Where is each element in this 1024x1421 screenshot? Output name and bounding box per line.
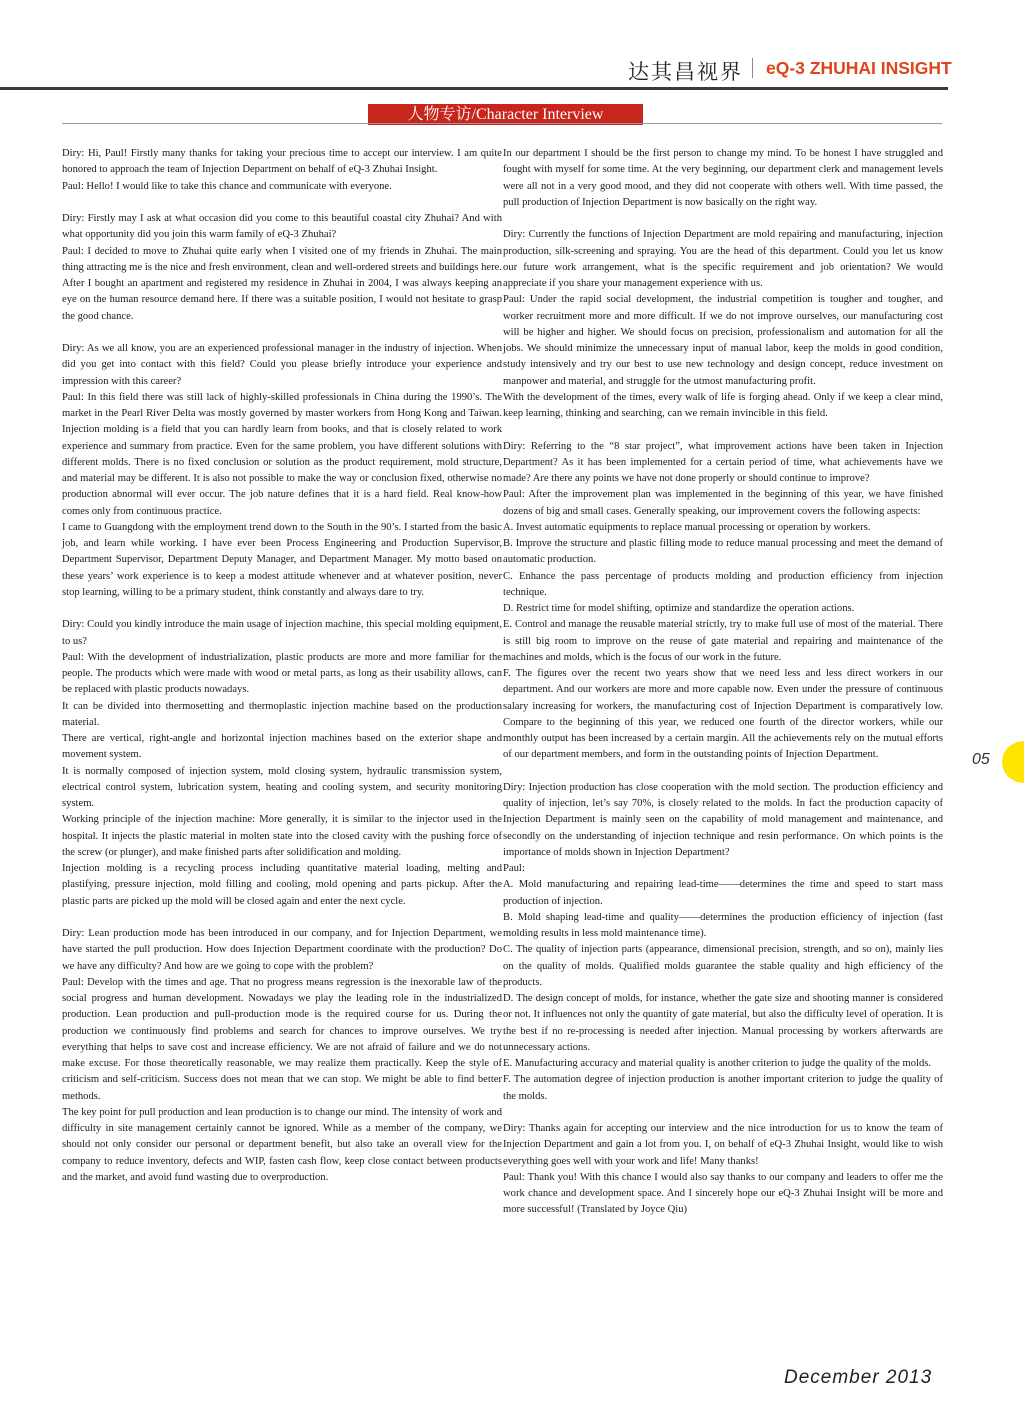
masthead-chinese-title: 达其昌视界	[628, 60, 743, 84]
article-paragraph: E. Control and manage the reusable material strictly, try to make full use of most of the material. There is still big room to improve on the reuse of gate material and repairing and maintenance of the machines and molds, which is the focus of our work in the future.	[503, 619, 943, 663]
article-paragraph: A. Mold manufacturing and repairing lead-time——determines the time and speed to start mass production of injection.	[503, 879, 943, 907]
masthead-divider	[752, 58, 753, 78]
header-rule	[0, 87, 948, 90]
article-paragraph: Paul: Under the rapid social development, the industrial competition is tougher and tougher, and worker recruitment more and more difficult. If we do not improve ourselves, our manufacturing cost will be higher and higher. We should focus on precision, professionalism and automation for all the jobs. We should minimize the unnecessary input of manual labor, keep the molds in good condition, study intensively and try our best to use new technology and design concept, reduce investment on manpower and material, and struggle for the utmost manufacturing profit.	[503, 294, 943, 387]
article-paragraph: Diry: Injection production has close cooperation with the mold section. The production efficiency and quality of injection, let’s say 70%, is closely related to the molds. In fact the production capacity of Injection Department is mainly seen on the capability of mold management and maintenance, and secondly on the understanding of injection technique and resin performance. On which points is the importance of molds shown in Injection Department?	[503, 781, 943, 858]
article-paragraph: A. Invest automatic equipments to replace manual processing or operation by workers.	[503, 521, 871, 533]
article-paragraph: Diry: Could you kindly introduce the main usage of injection machine, this special molding equipment, to us?	[62, 619, 502, 647]
page-number: 05	[972, 751, 990, 768]
article-paragraph: F. The figures over the recent two years show that we need less and less direct workers in our department. And our workers are more and more capable now. Even under the pressure of continuous salary increasing for workers, the manufacturing cost of Injection Department is comparatively low. Compare to the beginning of this year, we reduced one fourth of the director workers, while our monthly output has been increased by a certain margin. All the achievements rely on the mutual efforts of our department members, and form in the outstanding points of Injection Department.	[503, 668, 943, 761]
article-paragraph: Injection molding is a recycling process including quantitative material loading, melting and plastifying, pressure injection, mold filling and cooling, mold opening and parts pickup. After the plastic parts are picked up the mold will be closed again and enter the next cycle.	[62, 863, 502, 907]
article-paragraph: Diry: Thanks again for accepting our interview and the nice introduction for us to know the team of Injection Department and gain a lot from you. I, on behalf of eQ-3 Zhuhai Insight, would like to wish everything goes well with your work and life! Many thanks!	[503, 1123, 943, 1167]
article-paragraph: Diry: Firstly may I ask at what occasion did you come to this beautiful coastal city Zhuhai? And with what opportunity did you join this warm family of eQ-3 Zhuhai?	[62, 213, 502, 241]
article-paragraph: Paul: Develop with the times and age. That no progress means regression is the inexorable law of the social progress and human development. Nowadays we play the leading role in the industrialized production. Lean production and pull-production mode is the required course for us. During the production we continuously find problems and search for chances to improve ourselves. We try everything that helps to save cost and increase efficiency. We are not afraid of failure and we do not make excuse. For those theoretically reasonable, we may realize them practically. Keep the style of criticism and self-criticism. Success does not mean that we can stop. We might be able to find better methods.	[62, 976, 502, 1102]
article-paragraph: Diry: Hi, Paul! Firstly many thanks for taking your precious time to accept our interview. I am quite honored to approach the team of Injection Department on behalf of eQ-3 Zhuhai Insight.	[62, 148, 502, 176]
issue-date: December 2013	[784, 1367, 933, 1388]
article-paragraph: B. Mold shaping lead-time and quality——determines the production efficiency of injection (fast molding results in less mold maintenance time).	[503, 911, 943, 939]
article-paragraph: Paul: Hello! I would like to take this chance and communicate with everyone.	[62, 180, 392, 192]
section-rule	[62, 123, 942, 124]
article-paragraph: C. The quality of injection parts (appearance, dimensional precision, strength, and so on), mainly lies on the quality of molds. Qualified molds guarantee the stable quality and high efficiency of the products.	[503, 944, 943, 988]
article-paragraph: With the development of the times, every walk of life is forging ahead. Only if we keep a clear mind, keep learning, thinking and searching, can we remain invincible in this field.	[503, 391, 943, 419]
article-paragraph: Paul:	[503, 863, 525, 874]
article-paragraph: Working principle of the injection machine: More generally, it is similar to the injector used in the hospital. It injects the plastic material in molten state into the closed cavity with the pushing force of the screw (or plunger), and make finished parts after solidification and molding.	[62, 814, 502, 858]
article-paragraph: It is normally composed of injection system, mold closing system, hydraulic transmission system, electrical control system, lubrication system, heating and cooling system, and security monitoring system.	[62, 765, 502, 809]
article-paragraph: Paul: With the development of industrialization, plastic products are more and more familiar for the people. The products which were made with wood or metal parts, as long as their usability allows, can be replaced with plastic products nowadays.	[62, 651, 502, 696]
article-paragraph: I came to Guangdong with the employment trend down to the South in the 90’s. I started from the basic job, and learn while working. I have ever been Process Engineering and Production Supervisor, Department Supervisor, Department Deputy Manager, and Department Manager. My motto based on these years’ work experience is to keep a modest attitude whenever and at whatever position, never stop learning, willing to be a primary student, think constantly and always dare to try.	[62, 521, 502, 598]
article-paragraph: Diry: As we all know, you are an experienced professional manager in the industry of injection. When did you get into contact with this field? Could you please briefly introduce your experience and impression with this career?	[62, 343, 502, 387]
section-banner: 人物专访/Character Interview	[368, 104, 643, 125]
article-paragraph: Paul: I decided to move to Zhuhai quite early when I visited one of my friends in Zhuhai. The main thing attracting me is the nice and fresh environment, clean and well-ordered streets and buildings here. After I bought an apartment and registered my residence in Zhuhai in 2004, I was always keeping an eye on the human resource demand here. If there was a suitable position, I would not hesitate to grasp the good chance.	[62, 245, 502, 322]
masthead-english-title: eQ-3 ZHUHAI INSIGHT	[766, 58, 952, 78]
article-paragraph: Paul: Thank you! With this chance I would also say thanks to our company and leaders to offer me the work chance and development space. And I sincerely hope our eQ-3 Zhuhai Insight will be more and more successful! (Translated by Joyce Qiu)	[503, 1171, 943, 1216]
article-paragraph: D. The design concept of molds, for instance, whether the gate size and shooting manner is considered or not. It influences not only the quantity of gate material, but also the difficulty level of operation. It is the best if no re-processing is needed after injection. Manual processing by workers afterwards are unnecessary actions.	[503, 993, 943, 1053]
article-paragraph: C. Enhance the pass percentage of products molding and production efficiency from injection technique.	[503, 570, 943, 598]
article-paragraph: Diry: Lean production mode has been introduced in our company, and for Injection Department, we have started the pull production. How does Injection Department coordinate with the production? Do we have any difficulty? And how are we going to cope with the problem?	[62, 928, 502, 972]
article-paragraph: F. The automation degree of injection production is another important criterion to judge the quality of the molds.	[503, 1074, 943, 1102]
article-paragraph: In our department I should be the first person to change my mind. To be honest I have struggled and fought with myself for some time. At the very beginning, our department clerk and management levels were all not in a very good mood, and they did not cooperate with others well. With time passed, the pull production of Injection Department is now basically on the right way.	[503, 148, 943, 208]
article-paragraph: Paul: In this field there was still lack of highly-skilled professionals in China during the 1990’s. The market in the Pearl River Delta was mostly governed by master workers from Hong Kong and Taiwan. Injection molding is a field that you can hardly learn from books, and that is closely related to work experience and summary from practice. Even for the same problem, you have different solutions with different molds. There is no fixed conclusion or solution as the product requirement, mold structure, and material may be different. It is also not possible to make the way or conclusion fixed, otherwise no production abnormal will ever occur. The job nature defines that it is a hard field. Real know-how comes only from continuous practice.	[62, 391, 502, 517]
article-paragraph: There are vertical, right-angle and horizontal injection machines based on the exterior shape and movement system.	[62, 733, 502, 761]
article-paragraph: It can be divided into thermosetting and thermoplastic injection machine based on the production material.	[62, 700, 502, 728]
article-paragraph: B. Improve the structure and plastic filling mode to reduce manual processing and meet the demand of automatic production.	[503, 538, 943, 566]
article-paragraph: E. Manufacturing accuracy and material quality is another criterion to judge the quality of the molds.	[503, 1058, 932, 1069]
article-paragraph: Diry: Currently the functions of Injection Department are mold repairing and manufacturing, injection production, silk-screening and spraying. You are the head of this department. Could you let us know our future work arrangement, what is the specific requirement and job orientation? We would appreciate if you share your management experience with us.	[503, 229, 943, 289]
article-paragraph: D. Restrict time for model shifting, optimize and standardize the operation actions.	[503, 603, 855, 614]
page-number-tab	[1002, 741, 1024, 783]
article-paragraph: Diry: Referring to the “8 star project”, what improvement actions have been taken in Injection Department? As it has been implemented for a certain period of time, what achievements have we made? Are there any points we have not done properly or should continue to improve?	[503, 440, 943, 484]
article-column-left	[62, 146, 502, 1186]
article-paragraph: Paul: After the improvement plan was implemented in the beginning of this year, we have finished dozens of big and small cases. Generally speaking, our improvement covers the following aspects:	[503, 489, 943, 517]
article-column-right	[503, 146, 943, 1219]
article-paragraph: The key point for pull production and lean production is to change our mind. The intensity of work and difficulty in site management certainly cannot be ignored. While as a member of the company, we should not only consider our personal or department benefit, but also take an overall view for the company to reduce inventory, defects and WIP, fasten cash flow, keep close contact between products and the market, and avoid fund wasting due to overproduction.	[62, 1106, 502, 1183]
